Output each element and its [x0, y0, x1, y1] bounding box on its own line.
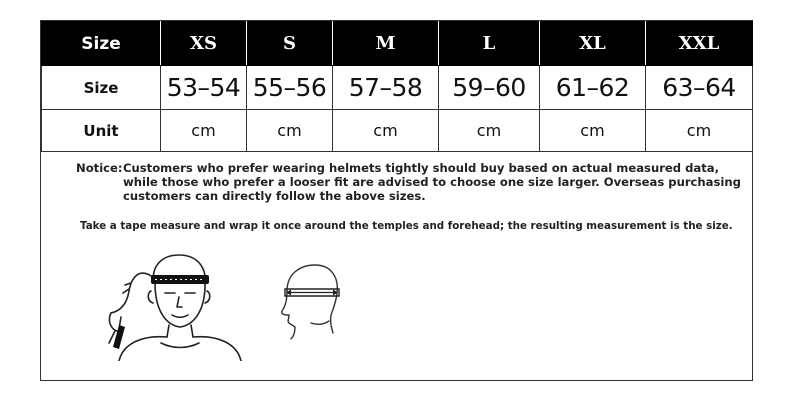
unit-value-m: cm	[333, 110, 439, 152]
person-measuring-head-icon	[99, 239, 249, 361]
size-header-xl: XL	[540, 22, 646, 66]
size-value-xs: 53–54	[161, 66, 247, 110]
unit-value-xl: cm	[540, 110, 646, 152]
size-value-row	[42, 66, 753, 110]
size-header-l: L	[439, 22, 540, 66]
unit-row-label: Unit	[42, 110, 161, 152]
notice-text: Customers who prefer wearing helmets tightly should buy based on actual measured data, while those who prefer a looser fit are advised to choose one size larger. Overseas purchasing customers can directly follow the above sizes.	[123, 161, 741, 203]
header-label: Size	[42, 22, 161, 66]
size-row-label: Size	[42, 66, 161, 110]
size-header-xxl: XXL	[646, 22, 753, 66]
measurement-instruction: Take a tape measure and wrap it once around the temples and forehead; the resulting measurement is the size.	[80, 220, 733, 232]
size-value-s: 55–56	[247, 66, 333, 110]
size-header-xs: XS	[161, 22, 247, 66]
size-value-xl: 61–62	[540, 66, 646, 110]
notice-label: Notice:	[76, 161, 123, 175]
size-value-m: 57–58	[333, 66, 439, 110]
unit-row	[42, 110, 753, 152]
unit-value-xxl: cm	[646, 110, 753, 152]
unit-value-xs: cm	[161, 110, 247, 152]
size-header-s: S	[247, 22, 333, 66]
head-profile-tape-icon	[281, 263, 343, 343]
size-value-xxl: 63–64	[646, 66, 753, 110]
unit-value-l: cm	[439, 110, 540, 152]
header-row	[42, 22, 753, 66]
size-table	[41, 21, 753, 152]
unit-value-s: cm	[247, 110, 333, 152]
size-header-m: M	[333, 22, 439, 66]
size-value-l: 59–60	[439, 66, 540, 110]
size-chart	[40, 20, 753, 381]
